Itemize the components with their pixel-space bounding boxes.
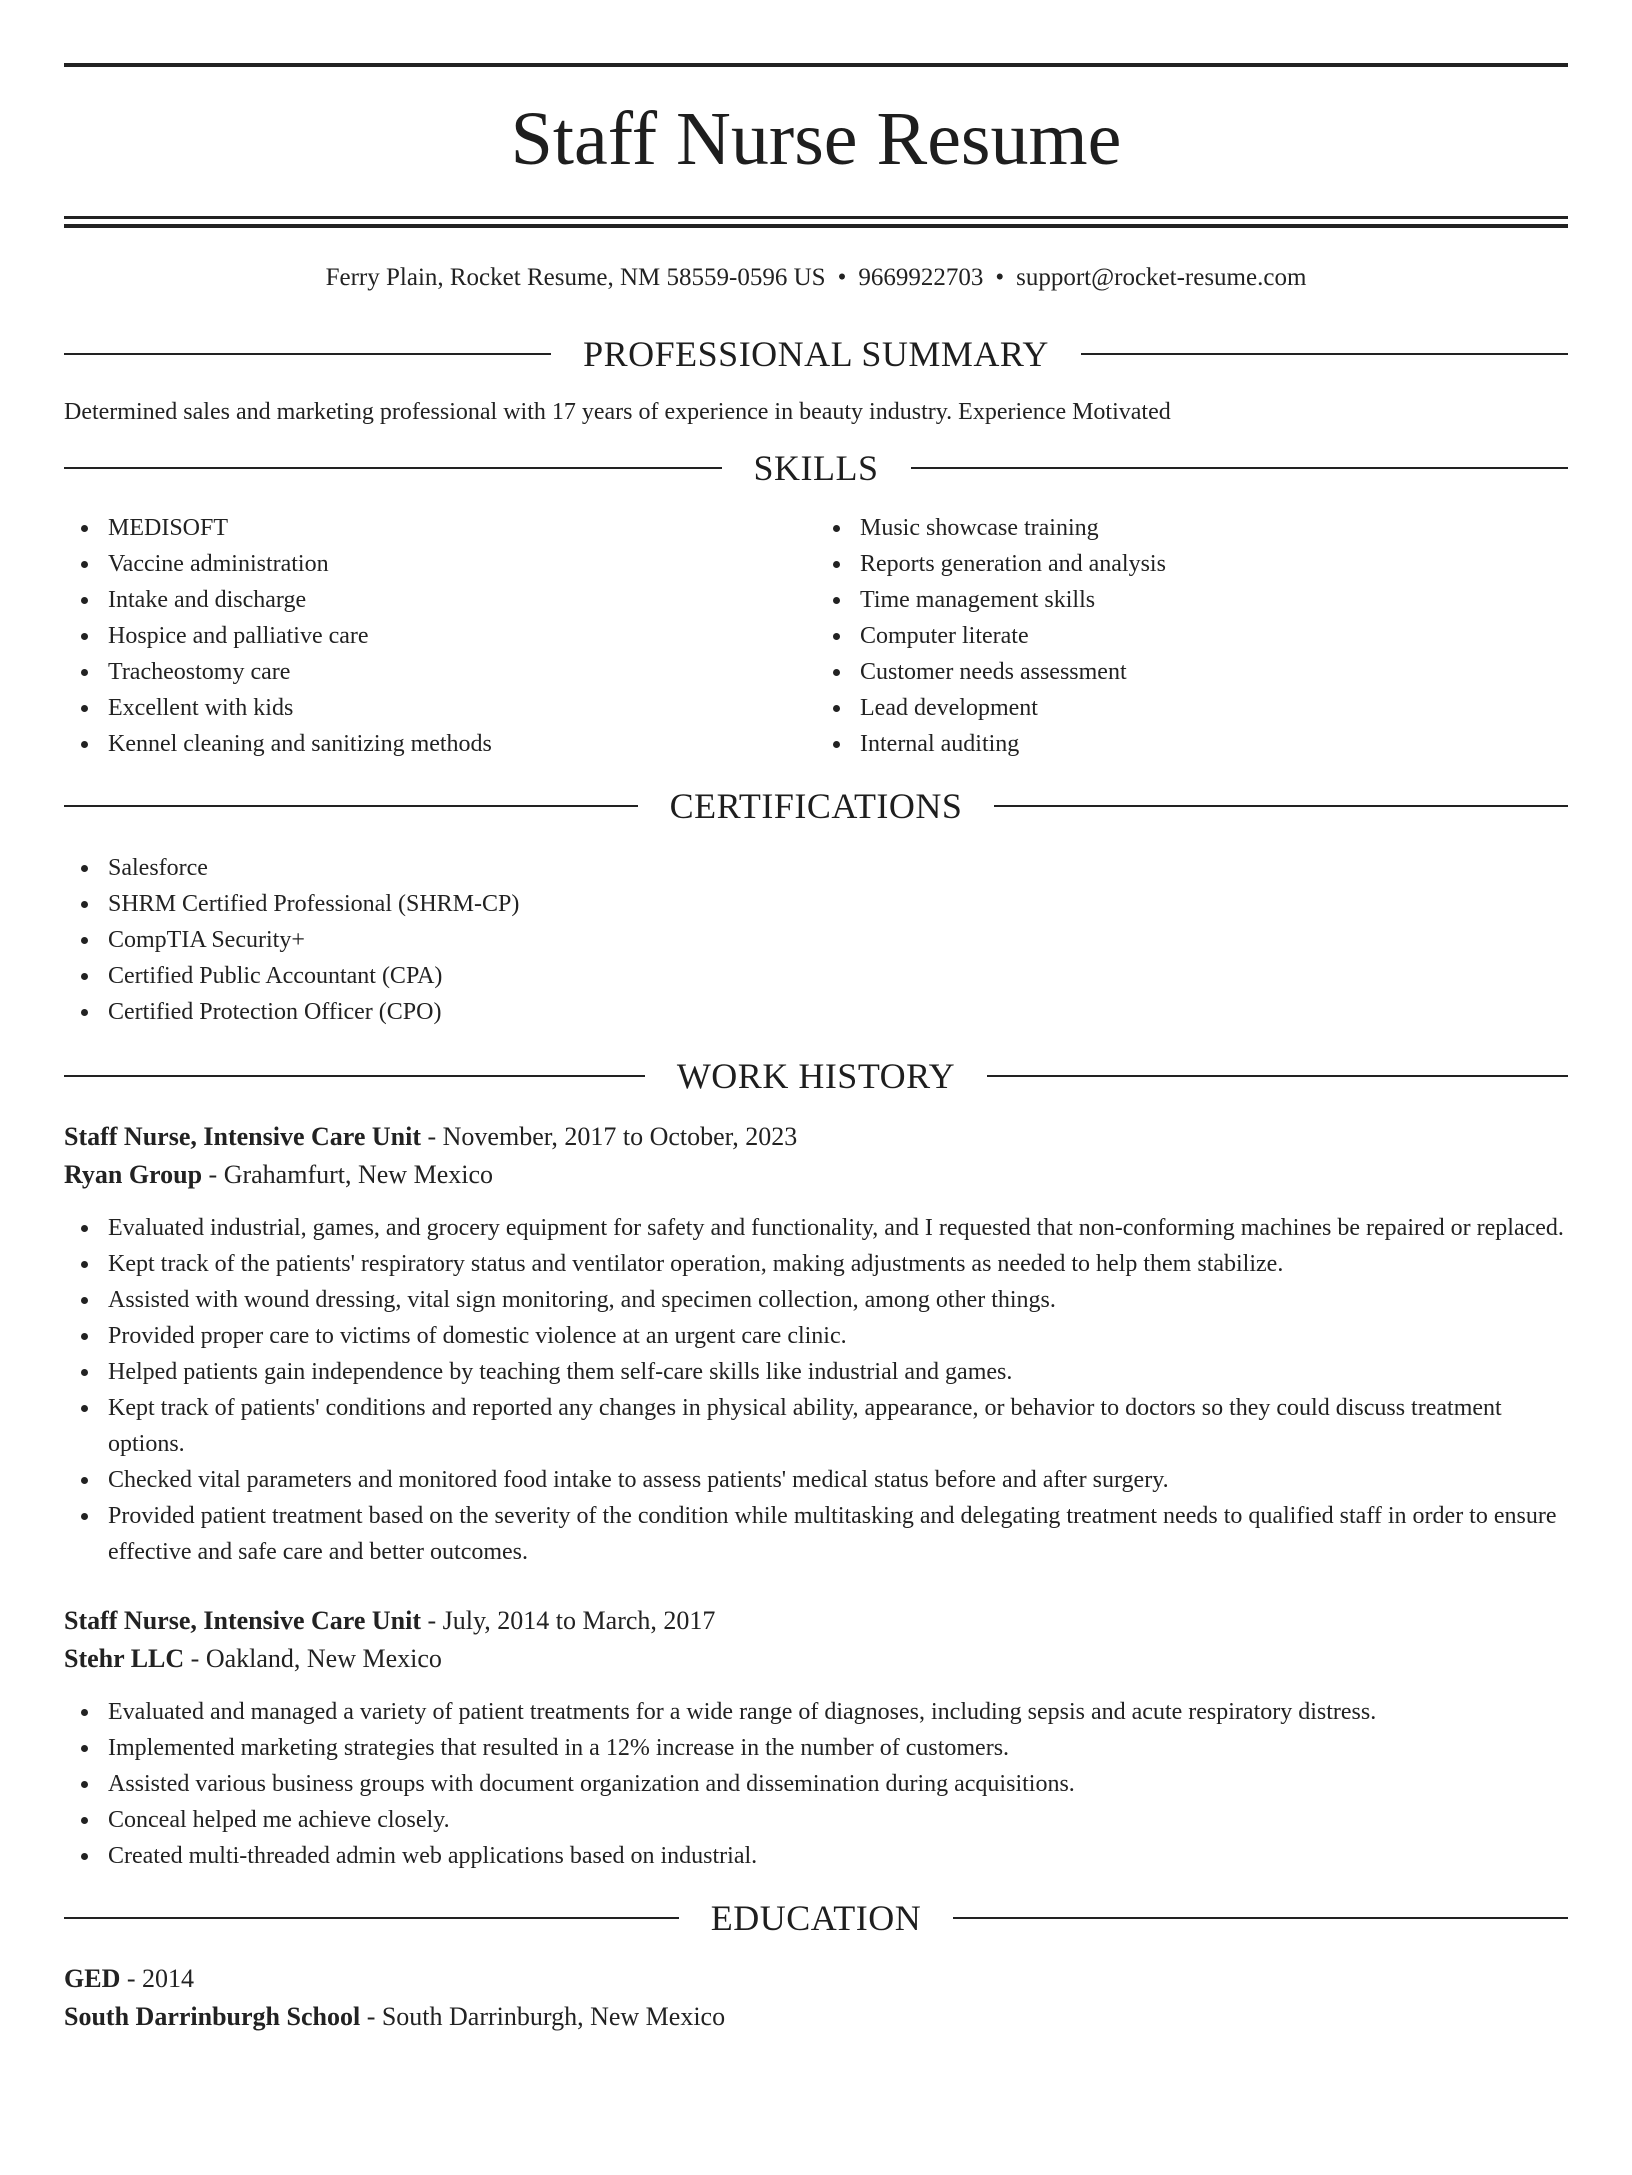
section-rule-left: [64, 805, 638, 807]
section-title-certifications: CERTIFICATIONS: [669, 786, 963, 826]
section-rule-right: [987, 1075, 1568, 1077]
job-company: Stehr LLC: [64, 1644, 185, 1673]
skill-item: Reports generation and analysis: [860, 546, 1568, 582]
contact-phone: 9669922703: [858, 264, 984, 291]
job-company-line: [64, 1156, 1568, 1194]
skill-item: Tracheostomy care: [108, 654, 816, 690]
job-duty-item: Implemented marketing strategies that resulted in a 12% increase in the number of customers.: [108, 1730, 1568, 1766]
skills-column-right: [816, 510, 1568, 762]
job-duty-item: Created multi-threaded admin web applications based on industrial.: [108, 1838, 1568, 1874]
skill-item: Music showcase training: [860, 510, 1568, 546]
skill-item: Internal auditing: [860, 726, 1568, 762]
section-rule-right: [911, 467, 1569, 469]
resume-page: [0, 63, 1632, 2175]
skill-item: Lead development: [860, 690, 1568, 726]
job-title-line: [64, 1602, 1568, 1640]
skill-item: Vaccine administration: [108, 546, 816, 582]
section-header-summary: [64, 334, 1568, 374]
job-duty-item: Evaluated and managed a variety of patient treatments for a wide range of diagnoses, including sepsis and acute respiratory distress.: [108, 1694, 1568, 1730]
job-company: Ryan Group: [64, 1160, 203, 1189]
contact-address: Ferry Plain, Rocket Resume, NM 58559-0596 US: [325, 264, 826, 291]
top-rule: [64, 63, 1568, 67]
job-dates: - November, 2017 to October, 2023: [421, 1122, 798, 1151]
section-title-work-history: WORK HISTORY: [676, 1056, 956, 1096]
education-school-line: [64, 1998, 1568, 2036]
job-duty-item: Helped patients gain independence by teaching them self-care skills like industrial and games.: [108, 1354, 1568, 1390]
job-duty-item: Assisted various business groups with document organization and dissemination during acquisitions.: [108, 1766, 1568, 1802]
section-rule-left: [64, 467, 722, 469]
skill-item: Computer literate: [860, 618, 1568, 654]
education-degree: GED: [64, 1964, 121, 1993]
skills-list-left: [64, 510, 816, 762]
job-duty-item: Conceal helped me achieve closely.: [108, 1802, 1568, 1838]
job-dates: - July, 2014 to March, 2017: [421, 1606, 716, 1635]
skill-item: Hospice and palliative care: [108, 618, 816, 654]
job-title: Staff Nurse, Intensive Care Unit: [64, 1122, 421, 1151]
section-title-education: EDUCATION: [710, 1898, 922, 1938]
job-title: Staff Nurse, Intensive Care Unit: [64, 1606, 421, 1635]
job-title-line: [64, 1118, 1568, 1156]
summary-text: Determined sales and marketing professional with 17 years of experience in beauty industry. Experience Motivated: [64, 399, 1171, 425]
section-title-summary: PROFESSIONAL SUMMARY: [583, 334, 1049, 374]
job-duties-list: [64, 1210, 1568, 1570]
job-duty-item: Kept track of the patients' respiratory status and ventilator operation, making adjustments as needed to help them stabilize.: [108, 1246, 1568, 1282]
contact-email: support@rocket-resume.com: [1016, 264, 1307, 291]
certifications-list: [64, 850, 1568, 1030]
certification-item: SHRM Certified Professional (SHRM-CP): [108, 886, 1568, 922]
section-title-skills: SKILLS: [753, 448, 879, 488]
skill-item: Customer needs assessment: [860, 654, 1568, 690]
section-header-certifications: [64, 786, 1568, 826]
certification-item: CompTIA Security+: [108, 922, 1568, 958]
job-company-line: [64, 1640, 1568, 1678]
job-entry: [64, 1602, 1568, 1874]
section-rule-right: [953, 1917, 1568, 1919]
skill-item: MEDISOFT: [108, 510, 816, 546]
job-location: - Grahamfurt, New Mexico: [202, 1160, 493, 1189]
contact-separator: •: [837, 264, 847, 291]
skills-columns: [64, 510, 1568, 762]
section-header-skills: [64, 448, 1568, 488]
page-title: Staff Nurse Resume: [510, 97, 1122, 181]
skills-list-right: [816, 510, 1568, 762]
skill-item: Excellent with kids: [108, 690, 816, 726]
job-duty-item: Evaluated industrial, games, and grocery equipment for safety and functionality, and I requested that non-conforming machines be repaired or replaced.: [108, 1210, 1568, 1246]
job-entry: [64, 1118, 1568, 1570]
education-location: - South Darrinburgh, New Mexico: [360, 2002, 726, 2031]
job-duty-item: Checked vital parameters and monitored food intake to assess patients' medical status before and after surgery.: [108, 1462, 1568, 1498]
certification-item: Salesforce: [108, 850, 1568, 886]
section-rule-left: [64, 353, 551, 355]
job-location: - Oakland, New Mexico: [184, 1644, 442, 1673]
section-header-work-history: [64, 1056, 1568, 1096]
education-entry: [64, 1960, 1568, 2036]
contact-line: [64, 262, 1568, 294]
job-duty-item: Provided patient treatment based on the severity of the condition while multitasking and delegating treatment needs to qualified staff in order to ensure effective and safe care and better outcomes.: [108, 1498, 1568, 1570]
contact-separator: •: [995, 264, 1005, 291]
section-rule-left: [64, 1075, 645, 1077]
job-duties-list: [64, 1694, 1568, 1874]
certification-item: Certified Public Accountant (CPA): [108, 958, 1568, 994]
skill-item: Kennel cleaning and sanitizing methods: [108, 726, 816, 762]
certification-item: Certified Protection Officer (CPO): [108, 994, 1568, 1030]
education-school: South Darrinburgh School: [64, 2002, 361, 2031]
skill-item: Time management skills: [860, 582, 1568, 618]
education-degree-line: [64, 1960, 1568, 1998]
skills-column-left: [64, 510, 816, 762]
skill-item: Intake and discharge: [108, 582, 816, 618]
job-duty-item: Kept track of patients' conditions and reported any changes in physical ability, appearance, or behavior to doctors so they could discuss treatment options.: [108, 1390, 1568, 1462]
education-year: - 2014: [120, 1964, 195, 1993]
section-rule-right: [994, 805, 1568, 807]
section-rule-right: [1081, 353, 1568, 355]
section-header-education: [64, 1898, 1568, 1938]
section-rule-left: [64, 1917, 679, 1919]
job-duty-item: Assisted with wound dressing, vital sign monitoring, and specimen collection, among other things.: [108, 1282, 1568, 1318]
title-double-rule: [64, 216, 1568, 228]
job-duty-item: Provided proper care to victims of domestic violence at an urgent care clinic.: [108, 1318, 1568, 1354]
